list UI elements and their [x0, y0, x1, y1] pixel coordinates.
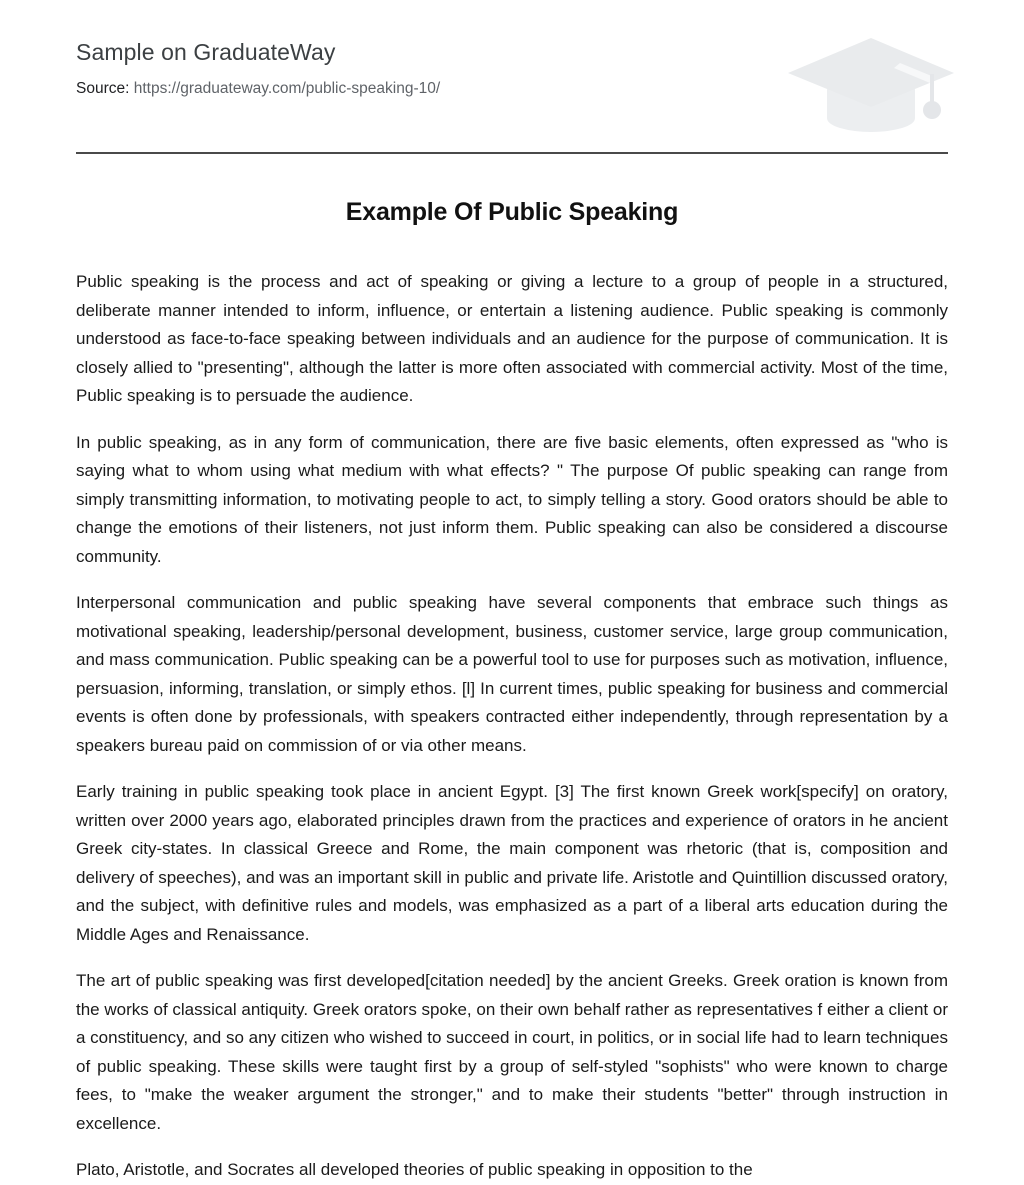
paragraph: In public speaking, as in any form of communication, there are five basic elements, often expressed as "who is saying what to whom using what medium with what effects? " The purpose Of public speaking can range from simply transmitting information, to motivating people to act, to simply telling a story. Good orators should be able to change the emotions of their listeners, not just inform them. Public speaking can also be considered a discourse community. — [76, 432, 948, 566]
paragraph: Public speaking is the process and act of speaking or giving a lecture to a group of people in a structured, deliberate manner intended to inform, influence, or entertain a listening audience. Public speaking is commonly understood as face-to-face speaking between individuals and an audience for the purpose of communication. It is closely allied to "presenting", although the latter is more often associated with commercial activity. Most of the time, Public speaking is to persuade the audience. — [76, 272, 948, 405]
graduation-cap-glyph — [782, 30, 960, 136]
page-title: Example Of Public Speaking — [345, 198, 679, 226]
paragraph: Plato, Aristotle, and Socrates all developed theories of public speaking in opposition to the — [76, 1160, 753, 1179]
graduation-cap-icon — [782, 30, 960, 136]
paragraph: Early training in public speaking took place in ancient Egypt. [3] The first known Greek work[specify] on oratory, written over 2000 years ago, elaborated principles drawn from the practices and experience of orators in he ancient Greek city-states. In classical Greece and Rome, the main component was rhetoric (that is, composition and delivery of speeches), and was an important skill in public and private life. Aristotle and Quintillion discussed oratory, and the subject, with definitive rules and models, was emphasized as a part of a liberal arts education during the Middle Ages and Renaissance. — [76, 782, 948, 944]
source-url[interactable]: https://graduateway.com/public-speaking-10/ — [133, 80, 441, 97]
header-divider — [76, 152, 948, 154]
article — [76, 196, 948, 1185]
article-body — [76, 268, 948, 1185]
source-label: Source: — [76, 80, 130, 97]
paragraph: The art of public speaking was first developed[citation needed] by the ancient Greeks. Greek oration is known from the works of classical antiquity. Greek orators spoke, on their own behalf rather as representatives f either a client or a constituency, and so any citizen who wished to succeed in court, in politics, or in social life had to learn techniques of public speaking. These skills were taught first by a group of self-styled "sophists" who were known to charge fees, to "make the weaker argument the stronger," and to make their students "better" through instruction in excellence. — [76, 971, 948, 1133]
paragraph: Interpersonal communication and public speaking have several components that embrace such things as motivational speaking, leadership/personal development, business, customer service, large group communication, and mass communication. Public speaking can be a powerful tool to use for purposes such as motivation, influence, persuasion, informing, translation, or simply ethos. [l] In current times, public speaking for business and commercial events is often done by professionals, with speakers contracted either independently, through representation by a speakers bureau paid on commission of or via other means. — [76, 593, 948, 755]
site-title: Sample on GraduateWay — [76, 39, 336, 65]
